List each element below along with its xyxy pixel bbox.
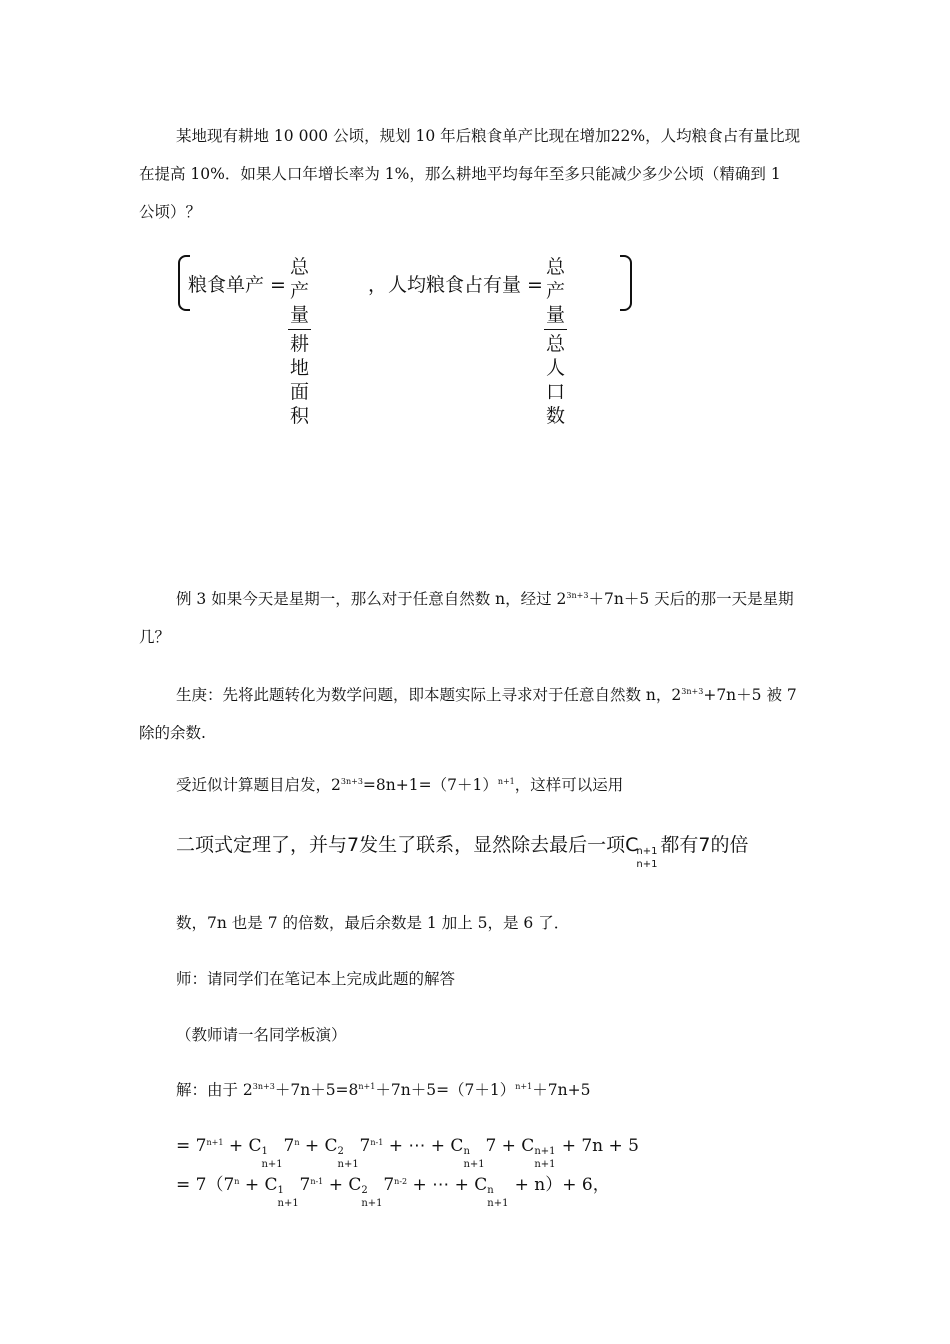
eq2-term2-exp: n-2 bbox=[394, 1177, 408, 1186]
eq1-tail: + 7n + 5 bbox=[561, 1136, 639, 1156]
note-line: （教师请一名同学板演） bbox=[176, 1026, 347, 1044]
student-line-1 bbox=[176, 685, 797, 705]
eq2-c2-sup: 2 bbox=[361, 1185, 368, 1196]
eq1-c3-sup: n bbox=[463, 1146, 470, 1157]
eq1-c4-sub: n+1 bbox=[534, 1159, 556, 1170]
solution-exponent-2: n+1 bbox=[358, 1082, 376, 1091]
eq2-term1-base: 7 bbox=[299, 1175, 311, 1195]
eq2-dots: + ⋯ + C bbox=[412, 1175, 488, 1195]
fraction-1-numerator: 总产量 bbox=[288, 255, 311, 330]
example3-exponent: 3n+3 bbox=[566, 591, 589, 600]
eq1-term2: + C bbox=[304, 1136, 338, 1156]
eq2-term2: + C bbox=[328, 1175, 362, 1195]
eq1-c1-sub: n+1 bbox=[261, 1159, 283, 1170]
example3-text: 例 3 如果今天是星期一，那么对于任意自然数 n，经过 2 bbox=[176, 590, 567, 608]
solution-exponent: 3n+3 bbox=[252, 1082, 275, 1091]
equation-line-1 bbox=[176, 1136, 639, 1170]
eq2-term2-base: 7 bbox=[383, 1175, 395, 1195]
eq2-c2-sub: n+1 bbox=[361, 1198, 383, 1209]
eq2-c1-sup: 1 bbox=[277, 1185, 284, 1196]
formula-label-1: 粮食单产 = bbox=[188, 274, 286, 296]
eq2-term1-exp: n-1 bbox=[310, 1177, 324, 1186]
formula-separator: ， bbox=[368, 274, 388, 296]
solution-text: 解：由于 2 bbox=[176, 1081, 253, 1099]
eq1-term2-base: 7 bbox=[359, 1136, 371, 1156]
solution-text-mid-2: ＋7n＋5=（7＋1） bbox=[375, 1081, 516, 1099]
eq2-c3-sup: n bbox=[487, 1185, 494, 1196]
eq1-c2-sup: 2 bbox=[337, 1146, 344, 1157]
eq2-lead: = 7（7 bbox=[176, 1175, 235, 1195]
equation-line-2 bbox=[176, 1170, 610, 1209]
eq1-lead: = 7 bbox=[176, 1136, 207, 1156]
hint-text: 受近似计算题目启发，2 bbox=[176, 776, 341, 794]
formula-label-2: 人均粮食占有量 = bbox=[388, 274, 543, 296]
right-paren bbox=[620, 255, 632, 311]
student-text-end: +7n＋5 被 7 bbox=[703, 686, 797, 704]
solution-exponent-3: n+1 bbox=[515, 1082, 533, 1091]
fraction-2 bbox=[544, 255, 567, 428]
solution-text-mid: ＋7n＋5=8 bbox=[274, 1081, 359, 1099]
eq1-c2-sub: n+1 bbox=[337, 1159, 359, 1170]
teacher-line: 师：请同学们在笔记本上完成此题的解答 bbox=[176, 970, 456, 988]
conclusion-line: 数，7n 也是 7 的倍数，最后余数是 1 加上 5，是 6 了． bbox=[176, 914, 570, 932]
binomial-sup: n+1 bbox=[636, 846, 658, 857]
eq1-c4-sup: n+1 bbox=[534, 1146, 556, 1157]
eq1-term1: + C bbox=[228, 1136, 262, 1156]
fraction-2-numerator: 总产量 bbox=[544, 255, 567, 330]
eq2-tail: + n）+ 6， bbox=[514, 1175, 610, 1195]
example3-line-1 bbox=[176, 589, 794, 609]
eq1-c3-sub: n+1 bbox=[463, 1159, 485, 1170]
solution-line bbox=[176, 1080, 590, 1100]
fraction-1 bbox=[288, 255, 311, 428]
eq1-term1-base: 7 bbox=[283, 1136, 295, 1156]
hint-line bbox=[176, 775, 623, 795]
example3-line-2: 几？ bbox=[139, 628, 171, 646]
student-exponent: 3n+3 bbox=[681, 687, 704, 696]
fraction-2-denominator: 总人口数 bbox=[546, 333, 566, 427]
eq1-term2-exp: n-1 bbox=[370, 1138, 384, 1147]
hint-text-mid: =8n+1=（7＋1） bbox=[362, 776, 498, 794]
problem-line-2: 在提高 10%．如果人口年增长率为 1%，那么耕地平均每年至多只能减少多少公顷（精确到 1 bbox=[139, 165, 781, 183]
binomial-sub: n+1 bbox=[636, 859, 658, 870]
student-line-2: 除的余数. bbox=[139, 724, 206, 742]
hint-exponent: 3n+3 bbox=[340, 777, 363, 786]
hint-text-end: ，这样可以运用 bbox=[514, 776, 624, 794]
fraction-1-denominator: 耕地面积 bbox=[290, 333, 310, 427]
binomial-line bbox=[176, 830, 749, 870]
eq2-term1: + C bbox=[244, 1175, 278, 1195]
eq1-term3: 7 + C bbox=[485, 1136, 535, 1156]
example3-text-end: ＋7n＋5 天后的那一天是星期 bbox=[588, 590, 794, 608]
eq1-lead-exp: n+1 bbox=[206, 1138, 224, 1147]
student-text: 生庚：先将此题转化为数学问题，即本题实际上寻求对于任意自然数 n，2 bbox=[176, 686, 682, 704]
binomial-text: 二项式定理了，并与7发生了联系，显然除去最后一项C bbox=[176, 834, 639, 856]
eq2-c1-sub: n+1 bbox=[277, 1198, 299, 1209]
problem-line-1: 某地现有耕地 10 000 公顷，规划 10 年后粮食单产比现在增加22%，人均粮食占有量比现 bbox=[176, 127, 801, 145]
problem-line-3: 公顷）？ bbox=[139, 203, 202, 221]
hint-exponent-2: n+1 bbox=[497, 777, 515, 786]
eq1-c1-sup: 1 bbox=[261, 1146, 268, 1157]
eq2-lead-exp: n bbox=[234, 1177, 240, 1186]
solution-text-end: ＋7n+5 bbox=[532, 1081, 591, 1099]
eq2-c3-sub: n+1 bbox=[487, 1198, 509, 1209]
eq1-term1-exp: n bbox=[294, 1138, 300, 1147]
binomial-text-end: 都有7的倍 bbox=[660, 834, 749, 856]
eq1-dots: + ⋯ + C bbox=[388, 1136, 464, 1156]
